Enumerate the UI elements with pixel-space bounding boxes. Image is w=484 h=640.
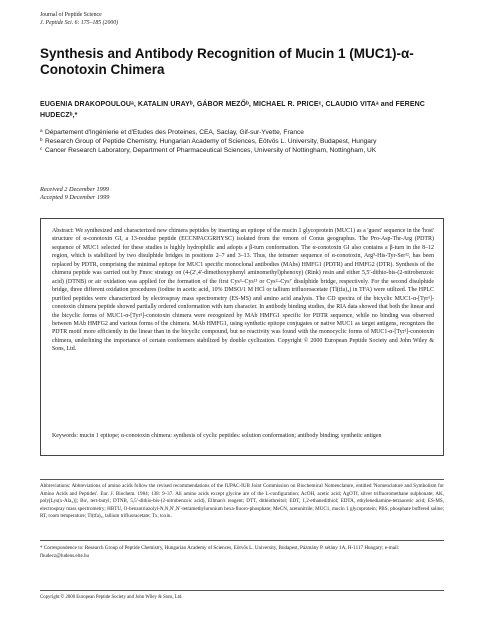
abbreviations-footnote: Abbreviations: Abbreviations of amino acids follow the revised recommendations of the IUPAC-IUB Joint Commission on Biochemical Nomenclature, entitled 'Nomenclature and Symbolism for Amino Acids and Peptides'. Eur. J. Biochem. 1984; 138: 9–37. All amino acids except glycine are of the L-configuration; AcOH, acetic acid; AgOTf, silver trifluoromethane sulphonate; AK, poly[Lys(x-Ala₃)]; Buᵗ, tert-butyl; DTNB, 5,5′-dithio-bis-(2-nitrobenzoic acid), Ellman's reagent; DTT, dithiothreitol; EDT, 1,2-ethanedithiol; EDTA, ethylenediamine-tetraacetic acid; ES-MS, electrospray mass spectrometry; HBTU, O-benzotriazolyl-N,N,N′,N′-tetramethyluronium hexa-fluoro-phosphate; MeCN, acetonitrile; MUC1, mucin 1 glycoprotein; PBS, phosphate buffered saline; RT, room temperature; Tl(tfa)₃, tallium trifluoracetate; Tx, toxin.: [40, 483, 444, 519]
divider: [40, 540, 444, 541]
journal-name: Journal of Peptide Science: [40, 12, 102, 18]
affiliation-mark: c: [40, 146, 43, 152]
affiliation-c: [40, 146, 452, 155]
affiliation-b: [40, 137, 452, 146]
affiliation-mark: b: [40, 137, 43, 143]
divider: [40, 479, 444, 480]
article-dates: [40, 186, 109, 202]
divider: [40, 590, 444, 591]
author-list: EUGENIA DRAKOPOULOUᵃ, KATALIN URAYᵇ, GÁBOR MEZŐᵇ, MICHAEL R. PRICEᶜ, CLAUDIO VITAᵃ and FERENC HUDECZᵇ,*: [40, 101, 425, 119]
affiliation-text: Cancer Research Laboratory, Department of Pharmaceutical Sciences, University of Nottingham, Nottingham, UK: [45, 147, 377, 155]
keywords: Keywords: mucin 1 epitope; α-conotoxin chimera: synthesis of cyclic peptides: solution conformation; antibody binding; synthetic antigen: [52, 433, 382, 439]
received-date: Received 2 December 1999: [40, 186, 110, 193]
affiliation-mark: a: [40, 128, 43, 133]
affiliation-a: [40, 128, 452, 137]
copyright-line: Copyright © 2000 European Peptide Society and John Wiley & Sons, Ltd.: [40, 595, 183, 600]
affiliation-text: Département d'Ingénierie et d'Etudes des Proteines, CEA, Saclay, Gif-sur-Yvette, France: [45, 129, 304, 136]
correspondence-footnote: * Correspondence to: Research Group of Peptide Chemistry, Hungarian Academy of Sciences, Eötvös L. University, Budapest, Pázmány P. sétány 1A, H-1117 Hungary; e-mail: fhudecz@ludens.elte.hu: [40, 545, 400, 559]
article-title: Synthesis and Antibody Recognition of Mucin 1 (MUC1)-α-Conotoxin Chimera: [40, 46, 414, 77]
journal-citation: J. Peptide Sci. 6: 175–185 (2000): [40, 20, 119, 26]
affiliations: [40, 128, 452, 155]
abstract-text: Abstract: We synthesized and characterized new chimera peptides by inserting an epitope of the mucin 1 glycoprotein (MUC1) as a 'guest' sequence in the 'host' structure of α-conotoxin GI, a 13-residue peptide (ECCNPACGRHYSC) isolated from the venom of Conus geographus. The Pro-Asp-Thr-Arg (PDTR) sequence of MUC1 selected for these studies is highly hydrophilic and adopts a β-turn conformation. The α-conotoxin GI also contains a β-turn in the 8–12 region, which is stabilized by two disulphide bridges in positions 2–7 and 3–13. Thus, the tetramer sequence of α-conotoxin, Arg⁹-His-Tyr-Ser¹², has been replaced by PDTR, comprising the minimal epitope for MUC1 specific monoclonal antibodies (MAbs) HMFG1 (PDTR) and HMFG2 (DTR). Synthesis of the chimera peptide was carried out by Fmoc strategy on (4-(2′,4′-dimethoxyphenyl aminomethyl)phenoxy) (Rink) resin and either 5,5′-dithio-bis-(2-nitrobenzoic acid) (DTNB) or air oxidation was applied for the formation of the first Cys³–Cys¹³ or Cys²–Cys⁷ disulphide bridge, respectively. For the second disulphide bridge, three different oxidation procedures (iodine in acetic acid, 10% DMSO/1 M HCl or tallium trifluoroacetate (Tl(tfa)₃) in TFA) were utilized. The HPLC purified peptides were characterized by electrospray mass spectrometry (ES-MS) and amino acid analysis. The CD spectra of the bicyclic MUC1-α-[Tyr¹]-conotoxin chimera peptide showed partially ordered conformation with turn character. In antibody binding studies, the RIA data showed that both the linear and the bicyclic forms of MUC1-α-[Tyr¹]-conotoxin chimera were recognized by MAb HMFG1 specific for PDTR sequence, while no binding was observed between MAb HMFG2 and various forms of the chimera. MAb HMFG1, using synthetic epitope conjugates or native MUC1 as target antigens, recognizes the PDTR motif more efficiently in the linear than in the bicyclic compound, but no reactivity was found with the monocyclic forms of MUC1-α-[Tyr¹]-conotoxin chimera, underlining the importance of certain conformers stabilized by double cyclization. Copyright © 2000 European Peptide Society and John Wiley & Sons, Ltd.: [52, 228, 434, 353]
affiliation-text: Research Group of Peptide Chemistry, Hungarian Academy of Sciences, Eötvös L. University, Budapest, Hungary: [45, 138, 377, 146]
accepted-date: Accepted 9 December 1999: [40, 194, 110, 201]
